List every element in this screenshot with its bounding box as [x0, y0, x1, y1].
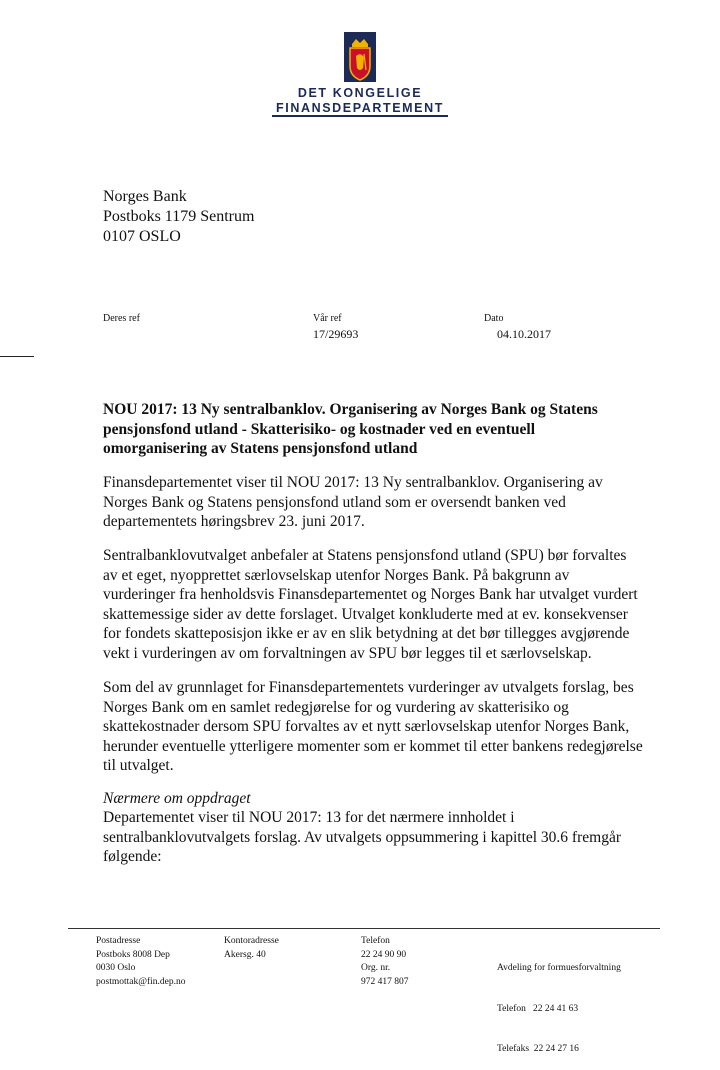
footer-email: postmottak@fin.dep.no: [96, 976, 186, 987]
footer-telefon-number: 22 24 90 90: [361, 949, 407, 960]
footer-telefon: [361, 935, 409, 989]
subheading: Nærmere om oppdraget: [103, 790, 251, 807]
footer-orgnr-label: Org. nr.: [361, 963, 391, 973]
recipient-street: Postboks 1179 Sentrum: [103, 208, 255, 225]
footer-postadresse-label: Postadresse: [96, 936, 141, 946]
recipient-name: Norges Bank: [103, 188, 187, 205]
footer-avdeling-telefon: Telefon 22 24 41 63: [497, 1003, 579, 1014]
ministry-name: [262, 86, 458, 116]
recipient-address: [103, 187, 254, 247]
letterhead-rule: [272, 115, 448, 117]
var-ref-label: Vår ref: [313, 313, 342, 324]
deres-ref-label: Deres ref: [103, 313, 140, 324]
footer-avdeling: [497, 935, 621, 1070]
footer-avdeling-telefaks: Telefaks 22 24 27 16: [497, 1044, 579, 1054]
footer-avdeling-label: Avdeling for formuesforvaltning: [497, 963, 621, 973]
footer-postadresse-line2: 0030 Oslo: [96, 963, 136, 973]
letter-title: NOU 2017: 13 Ny sentralbanklov. Organisering av Norges Bank og Statens pensjonsfond utland - Skatterisiko- og kostnader ved en eventuell omorganisering av Statens pensjonsfond utland: [103, 401, 598, 457]
ministry-name-line2: FINANSDEPARTEMENT: [276, 101, 444, 115]
footer-kontoradresse: [224, 935, 279, 962]
paragraph-4: Departementet viser til NOU 2017: 13 for det nærmere innholdet i sentralbanklovutvalgets forslag. Av utvalgets oppsummering i kapittel 30.6 fremgår følgende:: [103, 809, 621, 865]
footer-postadresse-line1: Postboks 8008 Dep: [96, 949, 170, 960]
footer-kontoradresse-label: Kontoradresse: [224, 936, 279, 946]
footer-telefon-label: Telefon: [361, 936, 390, 946]
dato-value: 04.10.2017: [497, 327, 551, 341]
footer-rule: [68, 928, 660, 929]
paragraph-2: Sentralbanklovutvalget anbefaler at Statens pensjonsfond utland (SPU) bør forvaltes av et eget, nyopprettet særlovselskap utenfor Norges Bank. På bakgrunn av vurderinger fra henholdsvis Finansdepartementet og Norges Bank har utvalget vurdert skattemessige sider av dette forslaget. Utvalget konkluderte med at ev. konsekvenser for fondets skatteposisjon ikke er av en slik betydning at det bør tillegges avgjørende vekt i vurderingen av om forvaltningen av SPU bør legges til et særlovselskap.: [103, 547, 638, 662]
paragraph-1: Finansdepartementet viser til NOU 2017: 13 Ny sentralbanklov. Organisering av Norges Bank og Statens pensjonsfond utland som er oversendt banken ved departementets høringsbrev 23. juni 2017.: [103, 474, 603, 530]
recipient-city: 0107 OSLO: [103, 228, 181, 245]
footer-kontoradresse-line1: Akersg. 40: [224, 949, 266, 960]
dato-label: Dato: [484, 313, 504, 324]
fold-mark: [0, 356, 34, 357]
footer-orgnr-value: 972 417 807: [361, 976, 409, 987]
var-ref-value: 17/29693: [313, 327, 359, 341]
paragraph-3: Som del av grunnlaget for Finansdepartementets vurderinger av utvalgets forslag, bes Norges Bank om en samlet redegjørelse for og vurdering av skatterisiko og skattekostnader dersom SPU forvaltes av et nytt særlovselskap utenfor Norges Bank, herunder eventuelle ytterligere momenter som er kommet til etter bankens redegjørelse til utvalget.: [103, 679, 643, 774]
footer-postadresse: [96, 935, 186, 989]
ministry-name-line1: DET KONGELIGE: [297, 86, 423, 100]
